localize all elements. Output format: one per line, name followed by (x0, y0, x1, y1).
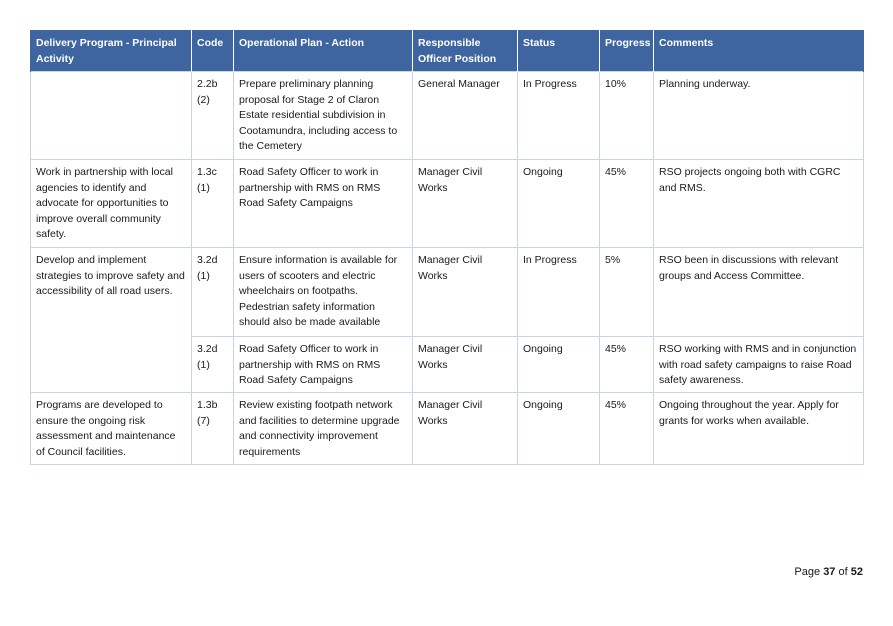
cell-action: Road Safety Officer to work in partnership with RMS on RMS Road Safety Campaigns (234, 160, 413, 248)
cell-status: In Progress (518, 72, 600, 160)
cell-officer: Manager Civil Works (413, 393, 518, 465)
header-status: Status (518, 30, 600, 72)
cell-activity: Work in partnership with local agencies to identify and advocate for opportunities to improve overall community safety. (31, 160, 192, 248)
cell-officer: Manager Civil Works (413, 160, 518, 248)
cell-comments: Ongoing throughout the year. Apply for grants for works when available. (654, 393, 864, 465)
page-of: of (838, 566, 848, 578)
cell-activity (31, 72, 192, 160)
cell-progress: 45% (600, 393, 654, 465)
header-code: Code (192, 30, 234, 72)
cell-status: Ongoing (518, 393, 600, 465)
cell-progress: 5% (600, 248, 654, 337)
operational-plan-table (30, 30, 864, 465)
page-number (794, 566, 863, 578)
cell-progress: 10% (600, 72, 654, 160)
page-current: 37 (823, 566, 836, 578)
header-action: Operational Plan - Action (234, 30, 413, 72)
cell-comments: RSO working with RMS and in conjunction with road safety campaigns to raise Road safety awareness. (654, 337, 864, 393)
table-row (31, 248, 864, 337)
table-header-row (31, 30, 864, 72)
header-officer: Responsible Officer Position (413, 30, 518, 72)
cell-comments: RSO been in discussions with relevant groups and Access Committee. (654, 248, 864, 337)
cell-status: Ongoing (518, 160, 600, 248)
cell-activity: Programs are developed to ensure the ongoing risk assessment and maintenance of Council facilities. (31, 393, 192, 465)
cell-progress: 45% (600, 337, 654, 393)
cell-code: 1.3c (1) (192, 160, 234, 248)
cell-officer: Manager Civil Works (413, 337, 518, 393)
page-total: 52 (850, 566, 863, 578)
cell-action: Review existing footpath network and facilities to determine upgrade and connectivity improvement requirements (234, 393, 413, 465)
cell-progress: 45% (600, 160, 654, 248)
cell-code: 1.3b (7) (192, 393, 234, 465)
cell-action: Ensure information is available for users of scooters and electric wheelchairs on footpaths. Pedestrian safety information should also be made available (234, 248, 413, 337)
cell-action: Road Safety Officer to work in partnership with RMS on RMS Road Safety Campaigns (234, 337, 413, 393)
cell-officer: General Manager (413, 72, 518, 160)
header-comments: Comments (654, 30, 864, 72)
header-activity: Delivery Program - Principal Activity (31, 30, 192, 72)
cell-code: 2.2b (2) (192, 72, 234, 160)
cell-officer: Manager Civil Works (413, 248, 518, 337)
cell-comments: Planning underway. (654, 72, 864, 160)
header-progress: Progress (600, 30, 654, 72)
cell-status: In Progress (518, 248, 600, 337)
cell-code: 3.2d (1) (192, 337, 234, 393)
table-row (31, 160, 864, 248)
cell-code: 3.2d (1) (192, 248, 234, 337)
table-row (31, 393, 864, 465)
cell-action: Prepare preliminary planning proposal for Stage 2 of Claron Estate residential subdivision in Cootamundra, including access to the Cemetery (234, 72, 413, 160)
page-label: Page (794, 566, 821, 578)
cell-status: Ongoing (518, 337, 600, 393)
table-row (31, 72, 864, 160)
cell-activity: Develop and implement strategies to improve safety and accessibility of all road users. (31, 248, 192, 393)
cell-comments: RSO projects ongoing both with CGRC and RMS. (654, 160, 864, 248)
